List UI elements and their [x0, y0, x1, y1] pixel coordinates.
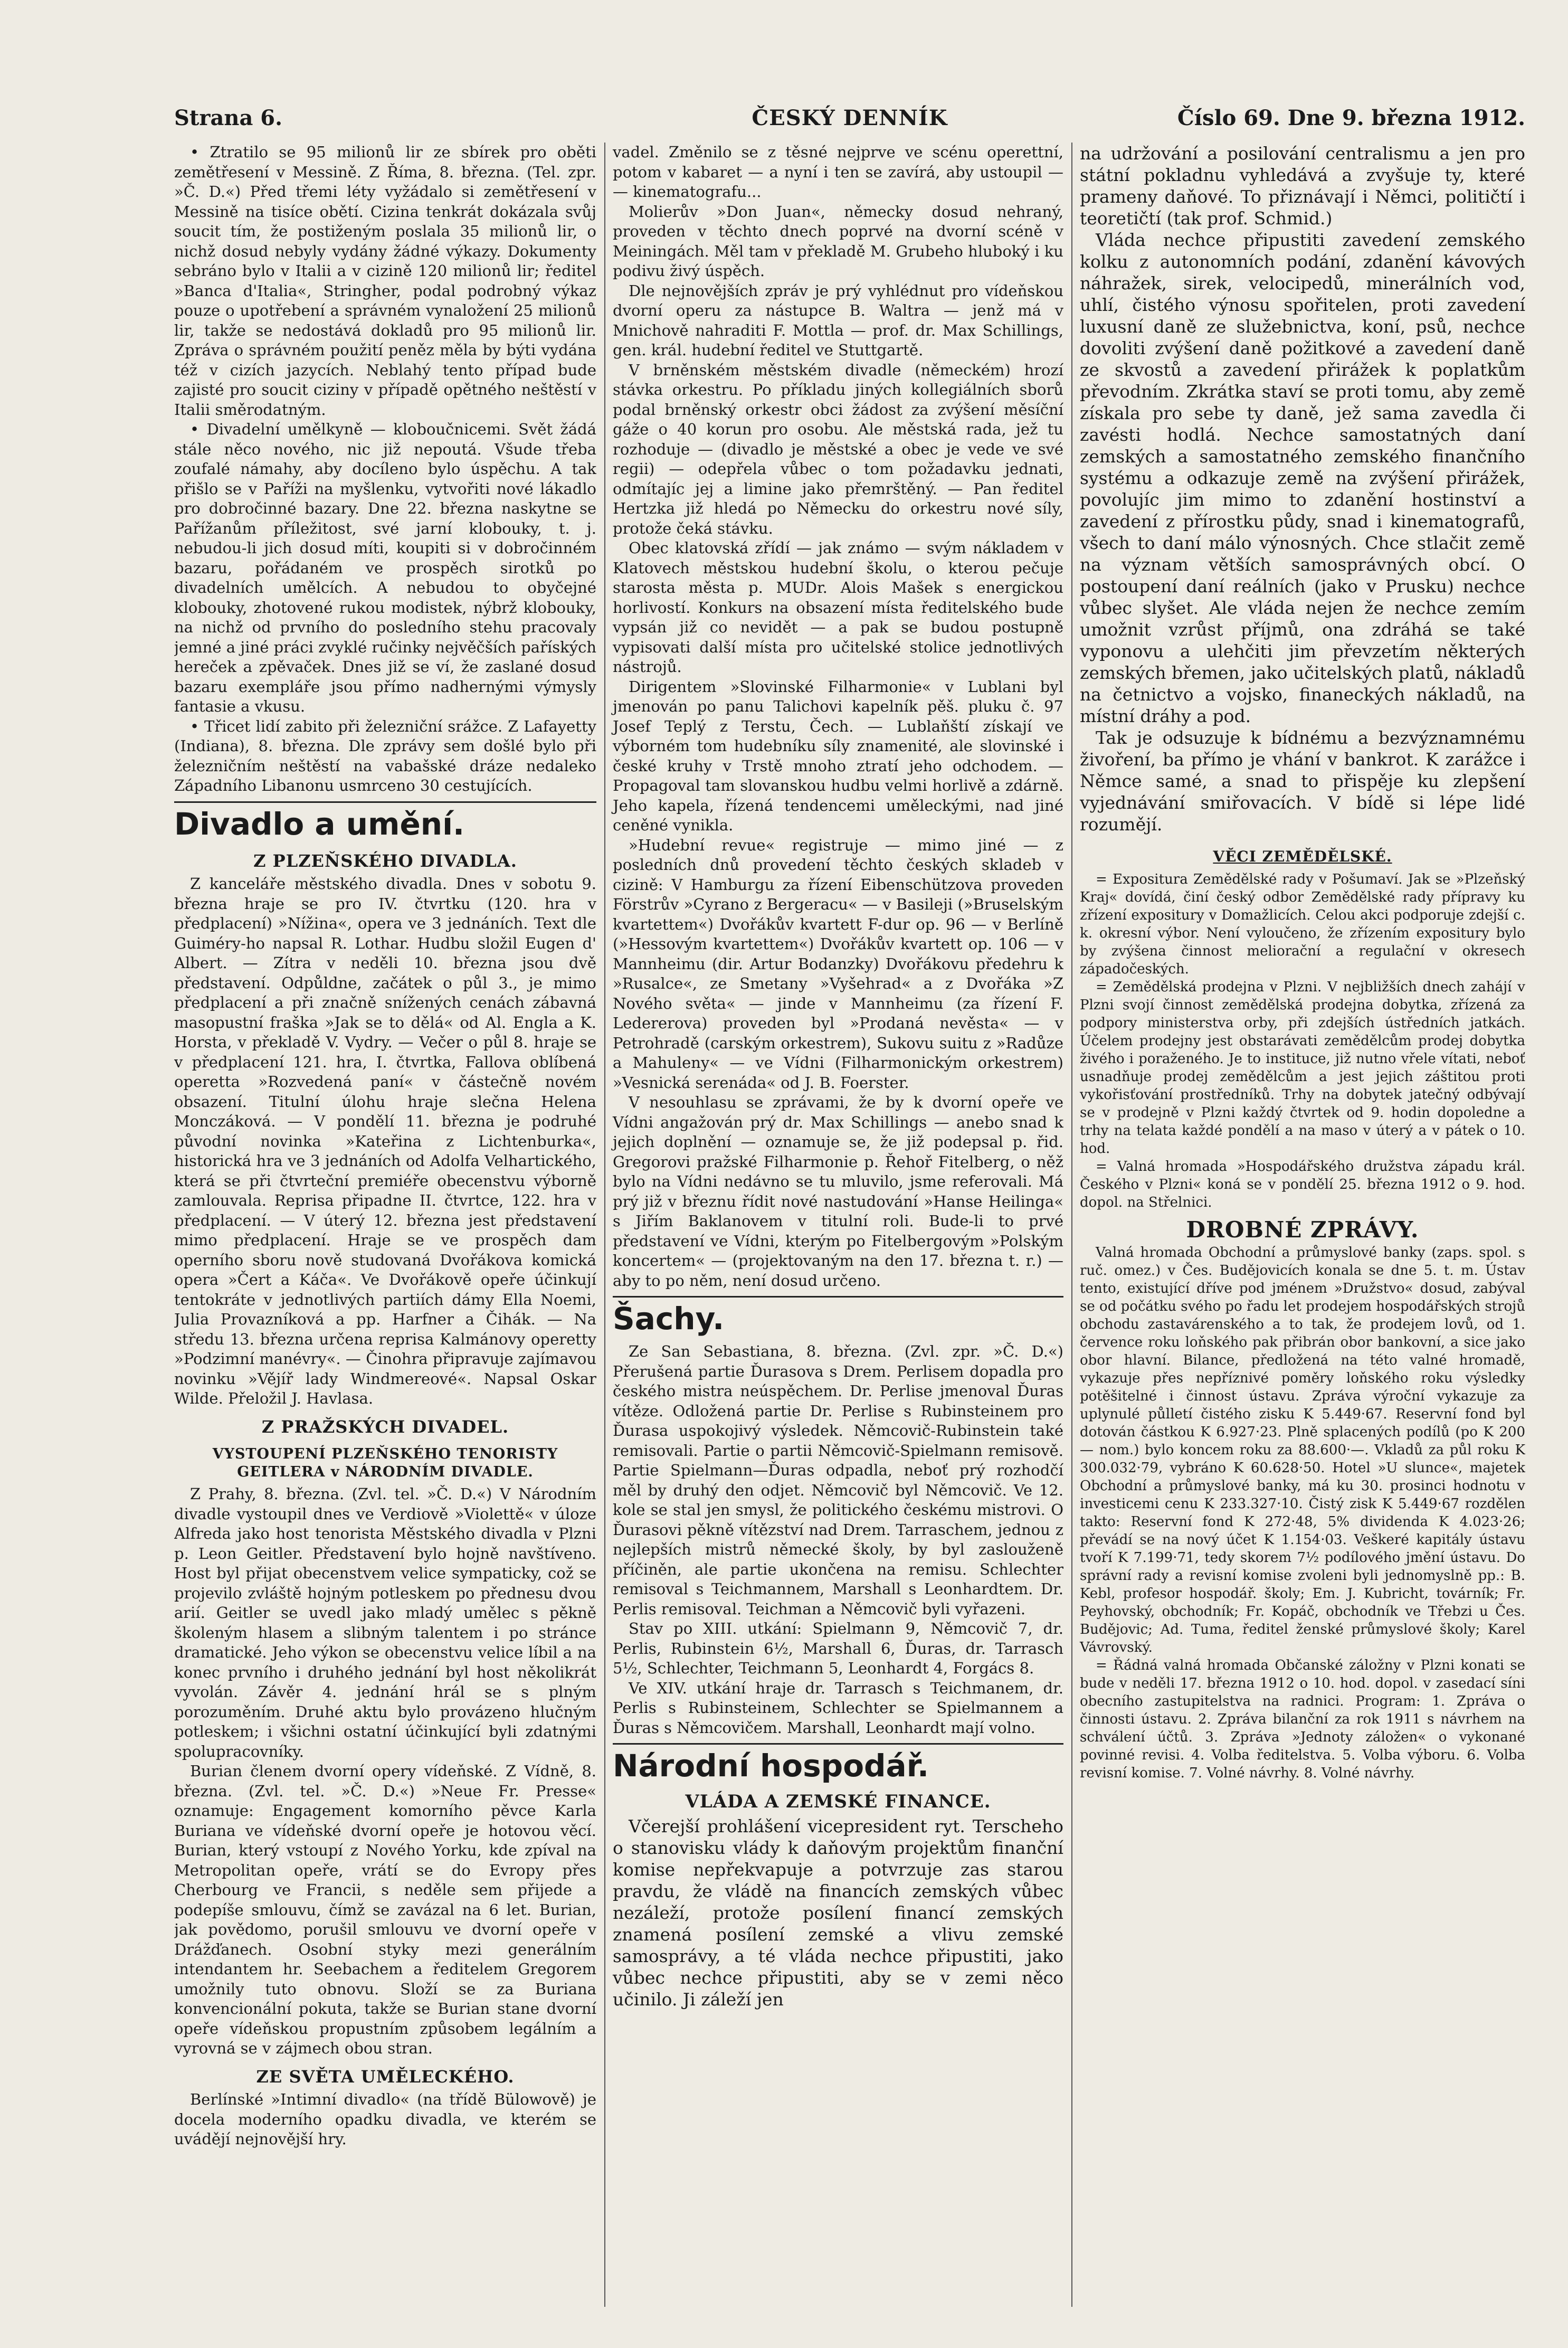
column-1	[174, 143, 596, 2307]
article-berlin: Berlínské »Intimní divadlo« (na třídě Bülowově) je docela moderního opadku divadla, ve kterém se uvádějí nejnovější hry.	[174, 2090, 596, 2148]
article-ljubljana: Dirigentem »Slovinské Filharmonie« v Lublani byl jmenován po panu Talichovi kapelník pěš. pluku č. 97 Josef Teplý z Terstu, Čech. — Lublaňští získají ve výborném tom hudebníku síly znamenité, ale slovinské i české kruhy v Trstě mnoho ztratí jeho odchodem. — Propagoval tam slovanskou hudbu velmi horlivě a zdárně. Jeho kapela, řízená tendencemi uměleckými, nad jiné ceněné vynikla.	[613, 677, 1063, 834]
page-header	[174, 106, 1525, 143]
page-number: Strana 6.	[174, 106, 283, 130]
article-taxes: Vláda nechce připustiti zavedení zemského kolku z autonomních podání, zdanění kávových náhražek, sirek, velocipedů, minerálních vod, uhlí, čistého výnosu spořitelen, proti zavedení luxusní daně ze služebnictva, koní, psů, nechce dovoliti zvýšení daně požitkové a zavedení daně ze skvostů a zavedení přirážek k poplatkům převodním. Zkrátka staví se proti tomu, aby země získala pro sebe ty daně, jež sama zavedla či zavésti hodlá. Nechce samostatných daní zemských a samostatného zemského finančního systému a odkazuje země na zvýšení přirážek, povolujíc jim mimo to zdanění hostinství a zavedení z přírostku půdy, snad i kinematografů, všech to daní málo výnosných. Chce stlačit země na význam větších samosprávných obcí. O postoupení daní reálních (jako v Prusku) nechce vůbec slyšet. Ale vláda nejen že nechce zemím umožnit vzrůst příjmů, ona zdráhá se také vyponovu a ulehčiti jim převzetím některých zemských břemen, jako učitelských platů, nákladů na četnictvo a vojsko, finaneckých nákladů, na místní dráhy a pod.	[1080, 230, 1525, 726]
article-schillings: Dle nejnovějších zpráv je prý vyhlédnut pro vídeňskou dvorní operu za nástupce B. Waltra — jenž má v Mnichově nahraditi F. Mottla — prof. dr. Max Schillings, gen. král. hudební ředitel ve Stuttgartě.	[613, 281, 1063, 359]
article-chess-round: Ve XIV. utkání hraje dr. Tarrasch s Teichmanem, dr. Perlis s Rubinsteinem, Schlechter se Spielmannem a Ďuras s Němcovičem. Marshall, Leonhardt mají volno.	[613, 1679, 1063, 1737]
issue-date: Číslo 69. Dne 9. března 1912.	[1177, 106, 1525, 130]
article-geitler: Z Prahy, 8. března. (Zvl. tel. »Č. D.«) V Národním divadle vystoupil dnes ve Verdiově »Violettě« v úloze Alfreda jako host tenorista Městského divadla v Plzni p. Leon Geitler. Představení bylo hojně navštíveno. Host byl přijat obecenstvem velice sympaticky, což se projevilo zvláště hojným potleskem po přednesu dvou arií. Geitler se uvedl jako mladý umělec s pěkně školeným hlasem a slibným talentem i po stránce dramatické. Jeho výkon se obecenstvu velice líbil a na konec prvního i druhého jednání byl host několikrát vyvolán. Závěr 4. jednání hrál se s plným porozuměním. Druhé aktu bylo provázeno hlučným potleskem; i všichni ostatní účinkující byli zdatnými spolupracovníky.	[174, 1485, 596, 1760]
masthead: ČESKÝ DENNÍK	[752, 106, 948, 130]
article-hats: • Divadelní umělkyně — kloboučnicemi. Svět žádá stále něco nového, nic již nepoutá. Všude třeba zoufalé námahy, aby docíleno bylo úspěchu. A tak přišlo se v Paříži na myšlenku, vytvořiti nové lákadlo pro dobročinné bazary. Dne 22. března naskytne se Pařížanům příležitost, své jarní klobouky, t. j. nebudou-li jich dosud míti, koupiti si v dobročinném bazaru, pořádaném ve prospěch sirotků po divadelních umělcích. A nebudou to obyčejné klobouky, zhotovené rukou modistek, nýbrž klobouky, na nichž od prvního do posledního stehu pracovaly jemné a jiné práci zvyklé ručinky nejvěčších paříských hereček a zpěvaček. Dnes již se ví, že zaslané dosud bazaru exempláře jsou přímo nadhernými výmysly fantasie a vkusu.	[174, 420, 596, 715]
heading-short-news: DROBNÉ ZPRÁVY.	[1186, 1217, 1419, 1243]
article-bank: Valná hromada Obchodní a průmyslové banky (zaps. spol. s ruč. omez.) v Čes. Budějovicích konala se dne 5. t. m. Ústav tento, existující dříve pod jménem »Družstvo« dosud, zabýval se od počátku svého po řadu let prodejem hospodářských strojů obchodu zastavárenského a to tak, že prodejem lovů, od 1. července roku loňského pak přibrán obor bankovní, a sice jako obor hlavní. Bilance, předložená na této valné hromadě, vykazuje přes nepříznivé poměry loňského roku výsledky potěšitelné i činnost ústavu. Zpráva výroční vykazuje za uplynulé půlletí čistého zisku K 5.449·67. Reservní fond byl dotován částkou K 6.927·23. Plně splacených podílů (po K 200— nom.) bylo koncem roku za 88.600·—. Vkladů za půl roku K 300.032·79, vybráno K 60.628·50. Hotel »U slunce«, majetek Obchodní a průmyslové banky, má ku 30. prosinci hodnotu v investicemi cenu K 233.327·10. Čistý zisk K 5.449·67 rozdělen takto: Reservní fond K 272·48, 5% dividenda K 4.023·26; převádí se na nový účet K 1.154·03. Veškeré kapitály ústavu tvoří K 7.199·71, tedy skorem 7½ podílového jmění ústavu. Do správní rady a revisní komise zvoleni byli jednomyslně pp.: B. Kebl, profesor hospodář. školy; Em. J. Kubricht, továrník; Fr. Peyhovský, obchodník; Fr. Kopáč, obchodník ve Třebzi u Čes. Budějovic; Ad. Tuma, ředitel ženské průmyslové školy; Karel Vávrovský.	[1080, 1245, 1525, 1655]
article-klatovy: Obec klatovská zřídí — jak známo — svým nákladem v Klatovech městskou hudební školu, o kterou pečuje starosta města p. MUDr. Alois Mašek s energickou horlivostí. Konkurs na obsazení místa ředitelského bude vypsán již co nevidět — a pak se budou postupně vypisovati další místa pro učitelské stolice jednotlivých nástrojů.	[613, 539, 1063, 676]
article-zalozna: = Řádná valná hromada Občanské záložny v Plzni konati se bude v neděli 17. března 1912 o 10. hod. dopol. v zasedací síni obecního zastupitelstva na radnici. Program: 1. Zpráva o činnosti ústavu. 2. Zpráva bilanční za rok 1911 s návrhem na schválení účtů. 3. Zpráva »Jednoty záložen« o vykonané povinné revisi. 4. Volba ředitelstva. 5. Volba výboru. 6. Volba revisní komise. 7. Volné návrhy. 8. Volné návrhy.	[1080, 1658, 1525, 1781]
article-valna-hromada: = Valná hromada »Hospodářského družstva západu král. Českého v Plzni« koná se v pondělí 25. března 1912 o 9. hod. dopol. na Střelnici.	[1080, 1159, 1525, 1210]
article-san-sebastian: Ze San Sebastiana, 8. března. (Zvl. zpr. »Č. D.«) Přerušená partie Ďurasova s Drem. Perlisem dopadla pro českého mistra neúspěchem. Dr. Perlise jmenoval Ďuras vítěze. Odložená partie Dr. Perlise s Rubinsteinem pro Ďurasa uspokojivý výsledek. Němcovič-Rubinstein také remisovali. Partie o partii Němcovič-Spielmann remisově. Partie Spielmann—Ďuras odpadla, neboť prý rozhodčí měl by druhý den odjet. Němcovič byl Němcovič. Ve 12. kole se stal jen smysl, že politického českému mistrovi. O Ďurasovi pěkně vítězství nad Drem. Tarraschem, jednou z nejlepších mistrů německé školy, by byl zaslouženě příčiněn, ale partie ukončena na remisu. Schlechter remisoval s Teichmannem, Marshall s Leonhardtem. Dr. Perlis remisoval. Teichman a Němcovič byli vyřazeni.	[613, 1342, 1063, 1618]
article-don-juan: Molierův »Don Juan«, německy dosud nehraný, proveden v těchto dnech poprvé na dvorní scéně v Meiningách. Měl tam v překladě M. Grubeho hluboký i ku podivu živý úspěch.	[613, 202, 1063, 280]
article-messina: • Ztratilo se 95 milionů lir ze sbírek pro oběti zemětřesení v Messině. Z Říma, 8. března. (Tel. zpr. »Č. D.«) Před třemi léty vyžádalo si zemětřesení v Messině na tisíce obětí. Cizina tenkrát dokázala svůj soucit tím, že postiženým poslala 35 milionů lir, o nichž dosud nebyly vydány žádné výkazy. Dokumenty sebráno bylo v Italii a v cizině 120 milionů lir; ředitel »Banca d'Italia«, Stringher, podal podrobný výkaz pouze o upotřebení a správném vynaložení 25 milionů lir, takže se nedostává dokladů pro 95 milionů lir. Zpráva o správném použití peněz měla by býti vydána též v cizích jazycích. Neblahý tento případ bude zajisté pro soucit ciziny v případě opětného neštěstí v Italii směrodatným.	[174, 143, 596, 419]
heading-art-world: ZE SVĚTA UMĚLECKÉHO.	[256, 2066, 515, 2087]
section-chess: Šachy.	[613, 1296, 1063, 1338]
article-fitelberg: V nesouhlasu se zprávami, že by k dvorní opeře ve Vídni angažován prý dr. Max Schillings — anebo snad k jejich doplnění — oznamuje se, že již podepsal p. řid. Gregorovi pražské Filharmonie p. Řehoř Fitelberg, o něž bylo na Vídni nedávno se tu mluvilo, jsme referovali. Má prý již v březnu řídit nové nastudování »Hanse Heilinga« s Jiřím Baklanovem v titulní roli. Bude-li to prvé představení ve Vídni, kterým po Fitelbergovým »Polským koncertem« — (projektovaným na den 17. března t. r.) — aby to po něm, není dosud určeno.	[613, 1093, 1063, 1290]
article-expositura: = Expositura Zemědělské rady v Pošumaví. Jak se »Plzeňský Kraj« dovídá, činí český odbor Zemědělské rady přípravy ku zřízení expositury v Domažlicích. Celou akci podporuje zdejší c. k. okresní výbor. Není vyloučeno, že zřízením expositury bylo by zvýšena činnost meliorační a regulační v okresech západočeských.	[1080, 872, 1525, 977]
section-theatre: Divadlo a umění.	[174, 801, 596, 843]
heading-agriculture: VĚCI ZEMĚDĚLSKÉ.	[1213, 848, 1392, 865]
article-train: • Třicet lidí zabito při železniční srážce. Z Lafayetty (Indiana), 8. března. Dle zprávy sem došlé bylo při železničním neštěstí na vabašské dráze nedaleko Západního Libanonu usmrceno 30 cestujících.	[174, 717, 596, 794]
heading-plzen-theatre: Z PLZEŇSKÉHO DIVADLA.	[253, 850, 517, 871]
article-burian: Burian členem dvorní opery vídeňské. Z Vídně, 8. března. (Zvl. tel. »Č. D.«) »Neue Fr. Presse« oznamuje: Engagement komorního pěvce Karla Buriana ve vídeňské dvorní opeře je hotovou věcí. Burian, který vstoupí z Nového Yorku, kde zpíval na Metropolitan opeře, vrátí se do Evropy přes Cherbourg ve Francii, s neděle sem přijede a podepíše smlouvu, čímž se zavázal na 6 let. Burian, jak povědomo, porušil smlouvu ve dvorní opeře v Drážďanech. Osobní styky mezi generálním intendantem hr. Seebachem a ředitelem Gregorem umožnily tuto obnovu. Složí se za Buriana konvencionální pokuta, takže se Burian stane dvorní opeře vídeňskou propustním způsobem legálním a vyrovná se v zájmech obou stran.	[174, 1762, 596, 2057]
article-cabaret: vadel. Změnilo se z těsné nejprve ve scénu operettní, potom v kabaret — a nyní i ten se zavírá, aby ustoupil — — kinematografu...	[613, 143, 1063, 201]
article-finance: Včerejší prohlášení vicepresident ryt. Terscheho o stanovisku vlády k daňovým projektům finanční komise nepřekvapuje a potvrzuje zas starou pravdu, že vládě na financích zemských vůbec nezáleží, protože posílení financí zemských znamená posílení zemské a vlivu zemské samosprávy, a té vláda nechce připustiti, jako vůbec nechce připustiti, aby se v zemi něco učinilo. Ji záleží jen	[613, 1815, 1063, 2010]
article-plzen-theatre: Z kanceláře městského divadla. Dnes v sobotu 9. března hraje se pro IV. čtvrtku (120. hra v předplacení) »Nížina«, opera ve 3 jednáních. Text dle Guiméry-ho napsal R. Lothar. Hudbu složil Eugen d' Albert. — Zítra v neděli 10. března jsou dvě představení. Odpůldne, začátek o půl 3., je mimo předplacení a při značně snížených cenách zábavná masopustní fraška »Jak se to dělá« od Al. Engla a K. Horsta, v překladě V. Vydry. — Večer o půl 8. hraje se v předplacení 121. hra, I. čtvrtka, Fallova oblíbená operetta »Rozvedená paní« v částečně novém obsazení. Titulní úlohu hraje slečna Helena Monczáková. — V pondělí 11. března je podruhé původní novinka »Kateřina z Lichtenburka«, historická hra ve 3 jednáních od Adolfa Velhartického, která se při čtvrteční premiéře obecenstvu výborně zamlouvala. Reprisa připadne II. čtvrtce, 122. hra v předplacení. — V úterý 12. března jest představení mimo předplacení. Hraje se ve prospěch dam operního sboru nově studovaná Dvořákova komická opera »Čert a Káča«. Ve Dvořákově opeře účinkují tentokráte v jednotlivých partiích dámy Ella Noemi, Julia Provazníková a pp. Harfner a Čihák. — Na středu 13. března určena reprisa Kalmánovy operetty »Podzimní manévry«. — Činohra připravuje zajímavou novinku »Vějíř lady Windmereové«. Napsal Oskar Wilde. Přeložil J. Havlasa.	[174, 875, 596, 1407]
article-bankrot: Tak je odsuzuje k bídnému a bezvýznamnému živoření, ba přímo je vhání v bankrot. K zarážce i Němce samé, a snad to přispěje ku zlepšení vyjednávání smiřovacích. V bídě si lépe lidé rozumějí.	[1080, 727, 1525, 835]
article-chess-standings: Stav po XIII. utkání: Spielmann 9, Němcovič 7, dr. Perlis, Rubinstein 6½, Marshall 6, Ďuras, dr. Tarrasch 5½, Schlechter, Teichmann 5, Leonhardt 4, Forgács 8.	[613, 1620, 1063, 1677]
column-3	[1071, 143, 1525, 2307]
heading-prague-theatres: Z PRAŽSKÝCH DIVADEL.	[261, 1416, 509, 1437]
heading-geitler: VYSTOUPENÍ PLZEŇSKÉHO TENORISTY GEITLERA v NÁRODNÍM DIVADLE.	[212, 1446, 558, 1480]
article-finance-cont: na udržování a posilování centralismu a jen pro státní pokladnu vyhledává a zvyšuje ty, které prameny daňové. To přiznávají i Němci, političtí i teoretičtí (tak prof. Schmid.)	[1080, 143, 1525, 229]
article-brno: V brněnském městském divadle (německém) hrozí stávka orkestru. Po příkladu jiných kollegiálních sborů podal brněnský orkestr obci žádost za zvýšení měsíční gáže o 40 korun pro osobu. Ale městská rada, jež tu rozhoduje — (divadlo je městské a obec je vede ve své regii) — odepřela vůbec o tom požadavku jednati, odmítajíc jej a limine jako přemrštěný. — Pan ředitel Hertzka již hledá po Německu do orkestru nové síly, protože čeká stávku.	[613, 361, 1063, 537]
article-prodejna: = Zemědělská prodejna v Plzni. V nejbližších dnech zahájí v Plzni svojí činnost zemědělská prodejna dobytka, zřízená za podpory ministerstva orby, při zdejších ústředních jatkách. Účelem prodejny jest obstarávati zemědělcům prodej dobytka živého i poraženého. Je to instituce, již nutno vřele vítati, neboť usnadňuje prodej zemědělcům a jest jejich záštitou proti vykořisťování prostředníků. Trhy na dobytek jatečný odbývají se v prodejně v Plzni každý čtvrtek od 9. hodin dopoledne a trhy na telata každé pondělí a na maso v úterý a v pátek o 10. hod.	[1080, 979, 1525, 1157]
section-economy: Národní hospodář.	[613, 1743, 1063, 1785]
column-2	[604, 143, 1063, 2307]
heading-finance: VLÁDA A ZEMSKÉ FINANCE.	[685, 1791, 991, 1812]
article-music-revue: »Hudební revue« registruje — mimo jiné — z posledních dnů provedení těchto českých skladeb v cizině: V Hamburgu za řízení Eibenschützova proveden Förstrův »Cyrano z Bergeracu« — v Basileji (»Bruselským kvartettem«) Dvořákův kvartett F-dur op. 96 — v Berlíně (»Hessovým kvartettem«) Dvořákův kvartett op. 106 — v Mannheimu (dir. Artur Bodanzky) Dvořákovu předehru k »Rusalce«, ze Smetany »Vyšehrad« a z Dvořáka »Z Nového světa« — jinde v Mannheimu (za řízení F. Ledererova) proveden byl »Prodaná nevěsta« — v Petrohradě (carským orkestrem), Sukovu suitu z »Radůze a Mahuleny« — ve Vídni (Filharmonickým orkestrem) »Vesnická serenáda« od J. B. Foerster.	[613, 836, 1063, 1092]
